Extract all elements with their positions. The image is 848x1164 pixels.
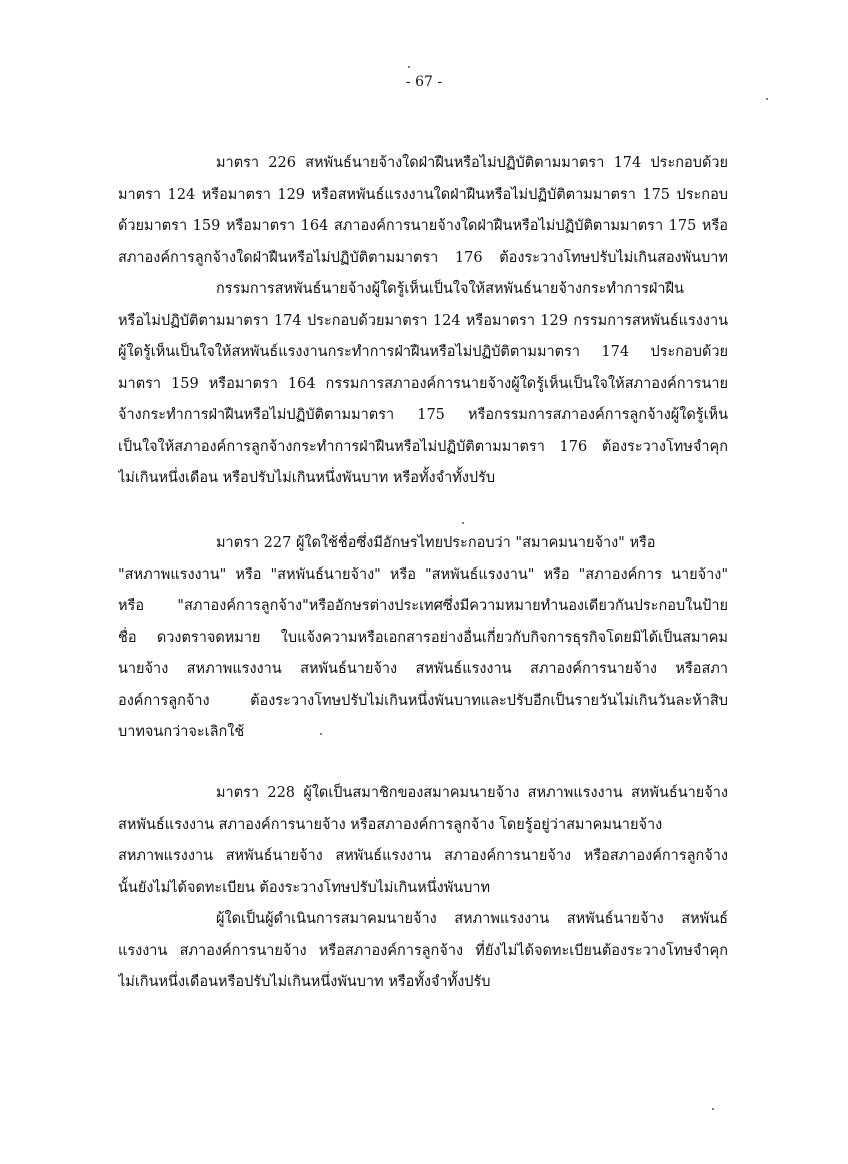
text-line: เป็นใจให้สภาองค์การลูกจ้างกระทำการฝ่าฝืนหรือไม่ปฏิบัติตามมาตรา 176 ต้องระวางโทษจำคุก (118, 438, 728, 455)
page-number: - 67 - (405, 74, 443, 90)
text-line: แรงงาน สภาองค์การนายจ้าง หรือสภาองค์การลูกจ้าง ที่ยังไม่ได้จดทะเบียนต้องระวางโทษจำคุก (118, 942, 728, 959)
text-line: หรือไม่ปฏิบัติตามมาตรา 174 ประกอบด้วยมาตรา 124 หรือมาตรา 129 กรรมการสหพันธ์แรงงาน (118, 312, 728, 329)
text-line: ชื่อ ดวงตราจดหมาย ใบแจ้งความหรือเอกสารอย่างอื่นเกี่ยวกับกิจการธุรกิจโดยมิได้เป็นสมาคม (118, 629, 728, 646)
scan-speck (712, 1108, 714, 1110)
text-line: "สหภาพแรงงาน" หรือ "สหพันธ์นายจ้าง" หรือ "สหพันธ์แรงงาน" หรือ "สภาองค์การ นายจ้าง" (118, 566, 728, 583)
text-line: ไม่เกินหนึ่งเดือนหรือปรับไม่เกินหนึ่งพันบาท หรือทั้งจำทั้งปรับ (118, 974, 491, 990)
section-227 (118, 528, 728, 749)
text-line: นายจ้าง สหภาพแรงงาน สหพันธ์นายจ้าง สหพันธ์แรงงาน สภาองค์การนายจ้าง หรือสภา (118, 661, 728, 677)
section-228 (118, 778, 728, 999)
text-line: ด้วยมาตรา 159 หรือมาตรา 164 สภาองค์การนายจ้างใดฝ่าฝืนหรือไม่ปฏิบัติตามมาตรา 175 หรือ (118, 218, 728, 234)
text-line: มาตรา 124 หรือมาตรา 129 หรือสหพันธ์แรงงานใดฝ่าฝืนหรือไม่ปฏิบัติตามมาตรา 175 ประกอบ (118, 186, 728, 203)
text-line: นั้นยังไม่ได้จดทะเบียน ต้องระวางโทษปรับไม่เกินหนึ่งพันบาท (118, 879, 491, 896)
text-line: ผู้ใดรู้เห็นเป็นใจให้สหพันธ์แรงงานกระทำการฝ่าฝืนหรือไม่ปฏิบัติตามมาตรา 174 ประกอบด้วย (118, 344, 728, 360)
text-line: มาตรา 226 สหพันธ์นายจ้างใดฝ่าฝืนหรือไม่ปฏิบัติตามมาตรา 174 ประกอบด้วย (216, 155, 728, 171)
text-line: สภาองค์การลูกจ้างใดฝ่าฝืนหรือไม่ปฏิบัติตามมาตรา 176 ต้องระวางโทษปรับไม่เกินสองพันบาท (118, 249, 728, 266)
scan-speck (462, 522, 464, 524)
section-226 (118, 148, 728, 495)
text-line: ผู้ใดเป็นผู้ดำเนินการสมาคมนายจ้าง สหภาพแรงงาน สหพันธ์นายจ้าง สหพันธ์ (216, 911, 728, 927)
text-line: สหพันธ์แรงงาน สภาองค์การนายจ้าง หรือสภาองค์การลูกจ้าง โดยรู้อยู่ว่าสมาคมนายจ้าง (118, 816, 663, 833)
text-line: มาตรา 228 ผู้ใดเป็นสมาชิกของสมาคมนายจ้าง สหภาพแรงงาน สหพันธ์นายจ้าง (216, 785, 728, 801)
text-line: มาตรา 227 ผู้ใดใช้ชื่อซึ่งมีอักษรไทยประกอบว่า "สมาคมนายจ้าง" หรือ (216, 535, 656, 551)
scan-speck (766, 98, 768, 100)
text-line: หรือ "สภาองค์การลูกจ้าง"หรืออักษรต่างประเทศซึ่งมีความหมายทำนองเดียวกันประกอบในป้าย (118, 598, 728, 614)
text-line: ไม่เกินหนึ่งเดือน หรือปรับไม่เกินหนึ่งพันบาท หรือทั้งจำทั้งปรับ (118, 470, 496, 486)
scan-speck (408, 66, 410, 68)
text-line: สหภาพแรงงาน สหพันธ์นายจ้าง สหพันธ์แรงงาน สภาองค์การนายจ้าง หรือสภาองค์การลูกจ้าง (118, 848, 728, 864)
text-line: มาตรา 159 หรือมาตรา 164 กรรมการสภาองค์การนายจ้างผู้ใดรู้เห็นเป็นใจให้สภาองค์การนาย (118, 375, 728, 392)
scan-speck (320, 733, 322, 735)
text-line: บาทจนกว่าจะเลิกใช้ (118, 724, 245, 740)
text-line: องค์การลูกจ้าง ต้องระวางโทษปรับไม่เกินหนึ่งพันบาทและปรับอีกเป็นรายวันไม่เกินวันละห้าสิบ (118, 692, 728, 709)
text-line: จ้างกระทำการฝ่าฝืนหรือไม่ปฏิบัติตามมาตรา 175 หรือกรรมการสภาองค์การลูกจ้างผู้ใดรู้เห็น (118, 407, 728, 423)
text-line: กรรมการสหพันธ์นายจ้างผู้ใดรู้เห็นเป็นใจให้สหพันธ์นายจ้างกระทำการฝ่าฝืน (216, 281, 684, 297)
